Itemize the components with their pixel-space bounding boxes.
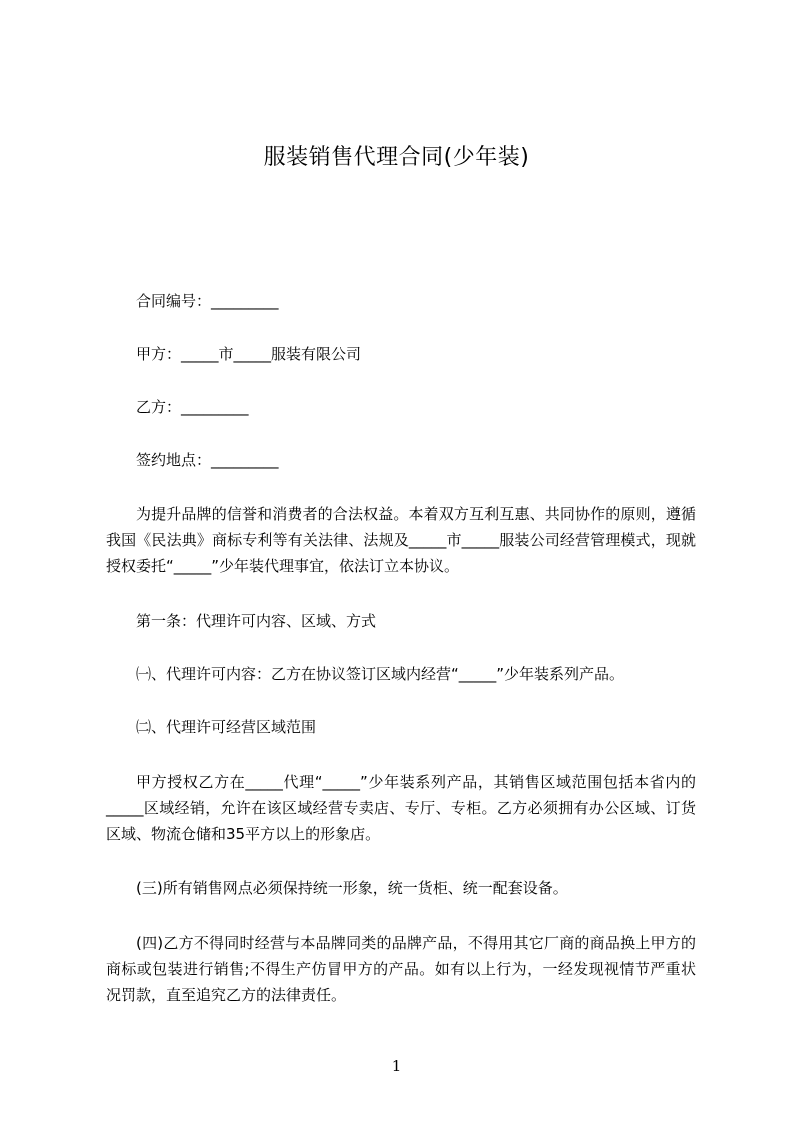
article-1-item-1: ㈠、代理许可内容：乙方在协议签订区域内经营“_____”少年装系列产品。 (136, 665, 625, 683)
contract-number-field: 合同编号：_________ (136, 292, 279, 310)
party-a-field: 甲方：_____市_____服装有限公司 (136, 345, 362, 363)
page-number: 1 (391, 1057, 402, 1075)
article-1-item-3: (三)所有销售网点必须保持统一形象，统一货柜、统一配套设备。 (136, 879, 568, 897)
party-b-field: 乙方：_________ (136, 398, 249, 416)
article-1-item-2-heading: ㈡、代理许可经营区域范围 (136, 718, 317, 736)
article-1-item-2-body: 甲方授权乙方在_____代理“_____”少年装系列产品，其销售区域范围包括本省内的_____区域经销，允许在该区域经营专卖店、专厅、专柜。乙方必须拥有办公区域、订货区域、物流仓储和35平方以上的形象店。 (106, 773, 696, 843)
article-1-heading: 第一条：代理许可内容、区域、方式 (136, 612, 377, 630)
signing-place-field: 签约地点：_________ (136, 451, 279, 469)
document-title: 服装销售代理合同(少年装) (263, 145, 530, 170)
preamble-paragraph: 为提升品牌的信誉和消费者的合法权益。本着双方互利互惠、共同协作的原则，遵循我国《民法典》商标专利等有关法律、法规及_____市_____服装公司经营管理模式，现就授权委托“_____”少年装代理事宜，依法订立本协议。 (106, 505, 696, 575)
article-1-item-4: (四)乙方不得同时经营与本品牌同类的品牌产品，不得用其它厂商的商品换上甲方的商标或包装进行销售;不得生产仿冒甲方的产品。如有以上行为，一经发现视情节严重状况罚款，直至追究乙方的法律责任。 (106, 934, 696, 1004)
